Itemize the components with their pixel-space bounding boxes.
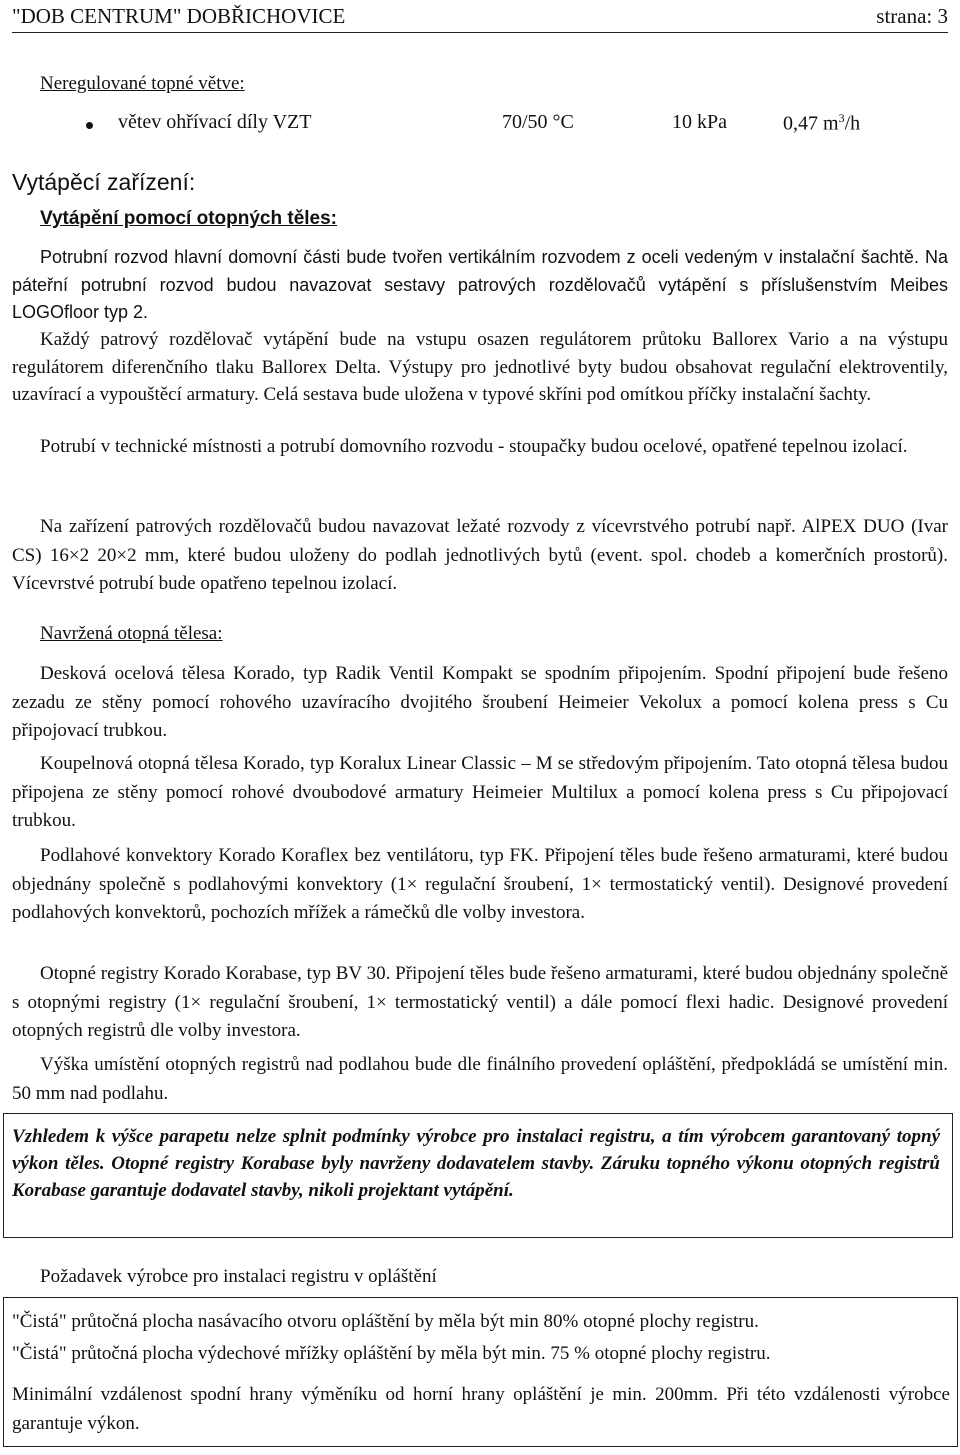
paragraph-heating-registers: Otopné registry Korado Korabase, typ BV 30. Připojení těles bude řešeno armaturami, které budou objednány společně s otopnými registry (1× regulační šroubení, 1× termostatický ventil) a dále pomocí flexi hadic. Designové provedení otopných registrů dle volby investora. — [12, 963, 948, 1041]
paragraph-technical-room-piping: Potrubí v technické místnosti a potrubí domovního rozvodu - stoupačky budou ocelové, opatřené tepelnou izolací. — [40, 436, 908, 457]
paragraph-panel-radiators: Desková ocelová tělesa Korado, typ Radik Ventil Kompakt se spodním připojením. Spodní připojení bude řešeno zezadu ze stěny pomocí rohového uzavíracího dvojitého šroubení Heimeier Vekolux a pomocí kolena press s Cu připojovací trubkou. — [12, 663, 948, 741]
header-page-number: strana: 3 — [876, 4, 948, 28]
requirement-box — [3, 1297, 958, 1447]
header-project: "DOB CENTRUM" DOBŘICHOVICE — [12, 4, 346, 28]
paragraph-multilayer-piping: Na zařízení patrových rozdělovačů budou navazovat ležaté rozvody z vícevrstvého potrubí např. AlPEX DUO (Ivar CS) 16×2 20×2 mm, které budou uloženy do podlah jednotlivých bytů (event. spol. chodeb a komerčních prostorů). Vícevrstvé potrubí bude opatřeno tepelnou izolací. — [12, 516, 948, 594]
unregulated-branch-row — [0, 111, 960, 139]
manufacturer-requirement-title: Požadavek výrobce pro instalaci registru v opláštění — [40, 1266, 437, 1287]
page-header — [12, 2, 948, 33]
unregulated-branches-title: Neregulované topné větve: — [40, 73, 245, 94]
warning-box — [3, 1113, 953, 1238]
paragraph-floor-distributor: Každý patrový rozdělovač vytápění bude na vstupu osazen regulátorem průtoku Ballorex Vario a na výstupu regulátorem diferenčního tlaku Ballorex Delta. Výstupy pro jednotlivé byty budou obsahovat regulační elektroventily, uzavírací a vypouštěcí armatury. Celá sestava bude uložena v typové skříni pod omítkou příčky instalační šachty. — [12, 329, 948, 405]
requirement-outlet-area: "Čistá" průtočná plocha výdechové mřížky opláštění by měla být min. 75 % otopné plochy registru. — [12, 1343, 771, 1364]
branch-flow: 0,47 $m^3/h$ — [783, 111, 861, 135]
heating-equipment-title: Vytápěcí zařízení: — [12, 169, 196, 195]
requirement-min-distance: Minimální vzdálenost spodní hrany výměníku od horní hrany opláštění je min. 200mm. Při této vzdálenosti výrobce garantuje výkon. — [12, 1384, 950, 1434]
bullet-dot — [86, 122, 93, 129]
paragraph-register-height: Výška umístění otopných registrů nad podlahou bude dle finálního provedení opláštění, předpokládá se umístění min. 50 mm nad podlahu. — [12, 1054, 948, 1104]
radiators-heading: Vytápění pomocí otopných těles: — [40, 208, 338, 229]
branch-pressure: 10 kPa — [672, 111, 727, 133]
paragraph-bathroom-radiators: Koupelnová otopná tělesa Korado, typ Koralux Linear Classic – M se středovým připojením. Tato otopná tělesa budou připojena ze stěny pomocí rohové dvoubodové armatury Heimeier Multilux a pomocí kolena press s Cu připojovací trubkou. — [12, 753, 948, 831]
warning-text: Vzhledem k výšce parapetu nelze splnit podmínky výrobce pro instalaci registru, a tím výrobcem garantovaný topný výkon těles. Otopné registry Korabase byly navrženy dodavatelem stavby. Záruku topného výkonu otopných registrů Korabase garantuje dodavatel stavby, nikoli projektant vytápění. — [12, 1126, 940, 1201]
requirement-intake-area: "Čistá" průtočná plocha nasávacího otvoru opláštění by měla být min 80% otopné plochy registru. — [12, 1311, 759, 1332]
paragraph-distribution: Potrubní rozvod hlavní domovní části bude tvořen vertikálním rozvodem z oceli vedeným v instalační šachtě. Na páteřní potrubní rozvod budou navazovat sestavy patrových rozdělovačů vytápění s příslušenstvím Meibes LOGOfloor typ 2. — [12, 247, 948, 322]
paragraph-floor-convectors: Podlahové konvektory Korado Koraflex bez ventilátoru, typ FK. Připojení těles bude řešeno armaturami, které budou objednány společně s podlahovými konvektory (1× regulační šroubení, 1× termostatický ventil). Designové provedení podlahových konvektorů, pochozích mřížek a rámečků dle volby investora. — [12, 845, 948, 923]
branch-name: větev ohřívací díly VZT — [118, 111, 312, 133]
designed-radiators-title: Navržená otopná tělesa: — [40, 623, 223, 644]
branch-temperature: 70/50 °C — [502, 111, 574, 133]
